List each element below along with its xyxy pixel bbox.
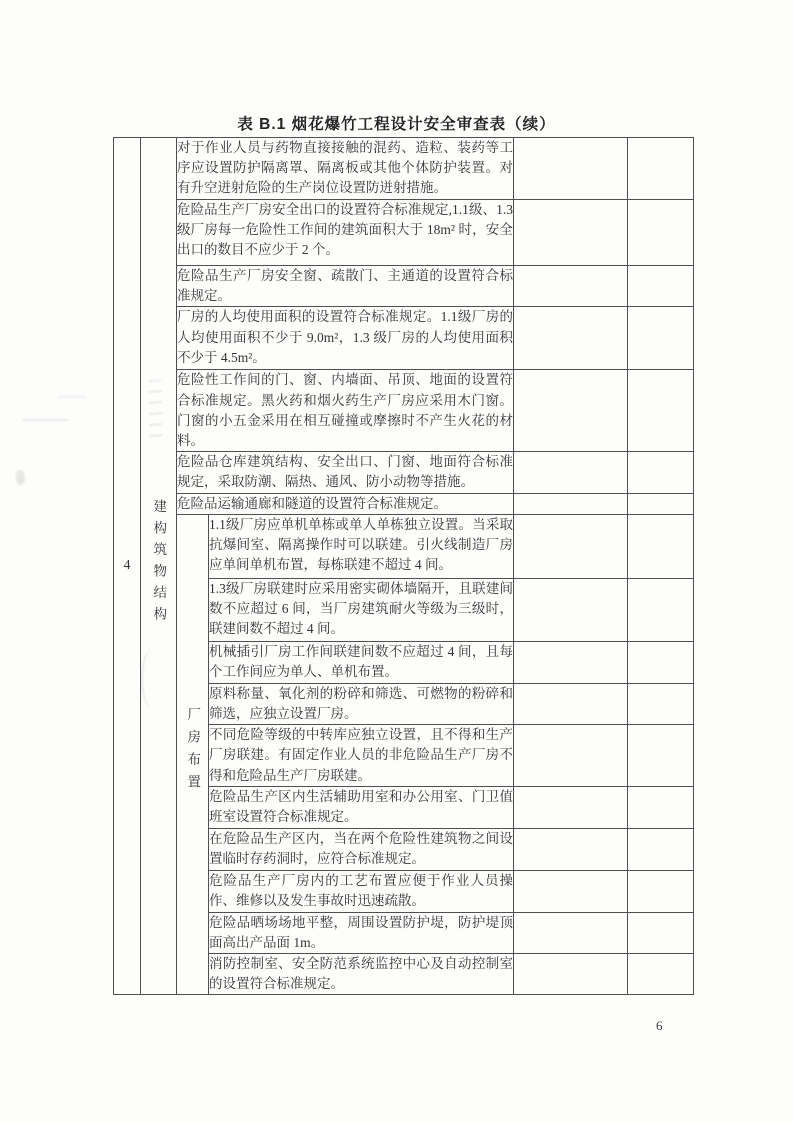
remarks-cell — [628, 870, 694, 912]
safety-review-table — [113, 137, 694, 995]
review-result-cell — [514, 912, 628, 953]
criterion-cell: 1.3级厂房联建时应采用密实砌体墙隔开，且联建间数不应超过 6 间，当厂房建筑耐火等级为三级时，联建间数不超过 4 间。 — [209, 578, 514, 641]
row-number-cell: 4 — [114, 138, 141, 995]
review-result-cell — [514, 514, 628, 578]
criterion-cell: 对于作业人员与药物直接接触的混药、造粒、装药等工序应设置防护隔离罩、隔离板或其他个体防护装置。对有升空迸射危险的生产岗位设置防迸射措施。 — [177, 138, 514, 200]
review-result-cell — [514, 954, 628, 995]
table-row — [114, 307, 694, 370]
review-result-cell — [514, 725, 628, 787]
criterion-cell: 1.1级厂房应单机单栋或单人单栋独立设置。当采取抗爆间室、隔离操作时可以联建。引火线制造厂房应单间单机布置，每栋联建不超过 4 间。 — [209, 514, 514, 578]
criterion-cell: 不同危险等级的中转库应独立设置，且不得和生产厂房联建。有固定作业人员的非危险品生产厂房不得和危险品生产厂房联建。 — [209, 725, 514, 787]
table-row — [114, 266, 694, 307]
subcategory-cell — [177, 514, 209, 995]
criterion-cell: 在危险品生产区内，当在两个危险性建筑物之间设置临时存药洞时，应符合标准规定。 — [209, 829, 514, 870]
remarks-cell — [628, 138, 694, 200]
remarks-cell — [628, 787, 694, 829]
remarks-cell — [628, 370, 694, 452]
remarks-cell — [628, 954, 694, 995]
remarks-cell — [628, 641, 694, 683]
table-row — [114, 200, 694, 266]
review-result-cell — [514, 370, 628, 452]
review-result-cell — [514, 200, 628, 266]
document-title: 表 B.1 烟花爆竹工程设计安全审查表（续） — [237, 116, 556, 133]
review-result-cell — [514, 307, 628, 370]
subcategory-label: 厂房布置 — [185, 707, 201, 798]
criterion-cell: 机械插引厂房工作间联建间数不应超过 4 间，且每个工作间应为单人、单机布置。 — [209, 641, 514, 683]
table-row — [114, 370, 694, 452]
criterion-cell: 原料称量、氧化剂的粉碎和筛选、可燃物的粉碎和筛选，应独立设置厂房。 — [209, 683, 514, 724]
review-result-cell — [514, 683, 628, 724]
review-result-cell — [514, 493, 628, 514]
review-result-cell — [514, 452, 628, 493]
remarks-cell — [628, 725, 694, 787]
criterion-cell: 厂房的人均使用面积的设置符合标准规定。1.1级厂房的人均使用面积不少于 9.0m²，1.3 级厂房的人均使用面积不少于 4.5m²。 — [177, 307, 514, 370]
remarks-cell — [628, 829, 694, 870]
review-result-cell — [514, 266, 628, 307]
review-result-cell — [514, 829, 628, 870]
review-result-cell — [514, 578, 628, 641]
criterion-cell: 危险性工作间的门、窗、内墙面、吊顶、地面的设置符合标准规定。黑火药和烟火药生产厂房应采用木门窗。门窗的小五金采用在相互碰撞或摩擦时不产生火花的材料。 — [177, 370, 514, 452]
table-row — [114, 452, 694, 493]
remarks-cell — [628, 307, 694, 370]
review-result-cell — [514, 870, 628, 912]
criterion-cell: 危险品生产厂房安全窗、疏散门、主通道的设置符合标准规定。 — [177, 266, 514, 307]
page-number: 6 — [656, 1018, 663, 1033]
table-row — [114, 138, 694, 200]
criterion-cell: 危险品晒场场地平整，周围设置防护堤，防护堤顶面高出产品面 1m。 — [209, 912, 514, 953]
remarks-cell — [628, 912, 694, 953]
criterion-cell: 危险品生产厂房内的工艺布置应便于作业人员操作、维修以及发生事故时迅速疏散。 — [209, 870, 514, 912]
remarks-cell — [628, 452, 694, 493]
remarks-cell — [628, 514, 694, 578]
criterion-cell: 消防控制室、安全防范系统监控中心及自动控制室的设置符合标准规定。 — [209, 954, 514, 995]
criterion-cell: 危险品生产区内生活辅助用室和办公用室、门卫值班室设置符合标准规定。 — [209, 787, 514, 829]
table-row — [114, 493, 694, 514]
criterion-cell: 危险品运输通廊和隧道的设置符合标准规定。 — [177, 493, 514, 514]
remarks-cell — [628, 493, 694, 514]
review-result-cell — [514, 641, 628, 683]
scan-artifact — [22, 419, 68, 421]
remarks-cell — [628, 578, 694, 641]
scan-artifact — [58, 396, 86, 398]
table-row — [114, 514, 694, 578]
review-result-cell — [514, 138, 628, 200]
category-label: 建构筑物结构 — [151, 499, 167, 629]
remarks-cell — [628, 200, 694, 266]
remarks-cell — [628, 683, 694, 724]
criterion-cell: 危险品仓库建筑结构、安全出口、门窗、地面符合标准规定，采取防潮、隔热、通风、防小动物等措施。 — [177, 452, 514, 493]
remarks-cell — [628, 266, 694, 307]
scan-artifact — [16, 470, 25, 485]
category-cell — [141, 138, 177, 995]
review-result-cell — [514, 787, 628, 829]
criterion-cell: 危险品生产厂房安全出口的设置符合标准规定,1.1级、1.3级厂房每一危险性工作间的建筑面积大于 18m² 时，安全出口的数目不应少于 2 个。 — [177, 200, 514, 266]
